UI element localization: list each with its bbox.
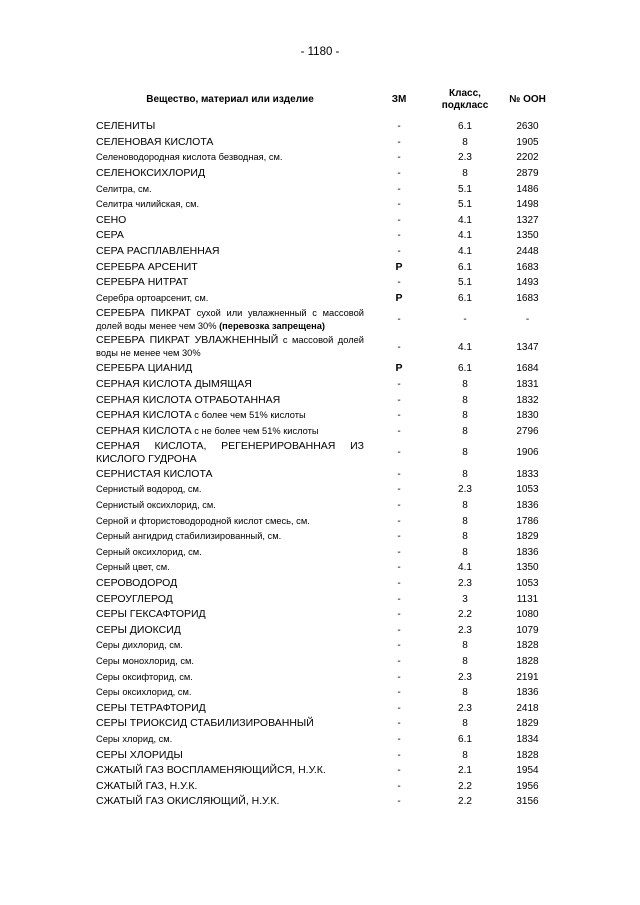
substance-name — [96, 291, 364, 307]
substance-name-main: СЕРНАЯ КИСЛОТА — [96, 409, 192, 422]
class-value: 8 — [462, 168, 468, 180]
zm-value: - — [397, 640, 401, 652]
class-value: 8 — [462, 136, 468, 148]
table-row — [96, 166, 559, 182]
class-value: 6.1 — [458, 733, 472, 745]
un-number-value: 2796 — [516, 425, 539, 437]
zm-value: - — [397, 394, 401, 406]
substance-name-text: Серный оксихлорид, см. — [96, 546, 202, 557]
substance-name-note: с массовой долей воды не менее чем 30% — [96, 335, 364, 359]
substance-name — [96, 213, 364, 229]
table-row — [96, 377, 559, 393]
zm-value: - — [397, 183, 401, 195]
zm-value: - — [397, 609, 401, 621]
table-row — [96, 467, 559, 483]
substance-name-text: СЕРА РАСПЛАВЛЕННАЯ — [96, 245, 220, 258]
zm-value: Р — [395, 291, 403, 304]
class-value: 2.2 — [458, 609, 472, 621]
substance-name — [96, 654, 364, 670]
table-row — [96, 498, 559, 514]
substance-name — [96, 591, 364, 607]
table-row — [96, 150, 559, 166]
substance-name-text: Серы дихлорид, см. — [96, 640, 183, 651]
table-row — [96, 747, 559, 763]
substance-name-text: СЕЛЕНИТЫ — [96, 120, 156, 133]
substance-name-text: СЕРЕБРА АРСЕНИТ — [96, 260, 198, 273]
class-value: 2.3 — [458, 671, 472, 683]
table-row — [96, 244, 559, 260]
class-value: 8 — [462, 410, 468, 422]
zm-value: - — [397, 246, 401, 258]
substance-name — [96, 408, 364, 424]
table-row — [96, 408, 559, 424]
un-number-value: 1831 — [516, 379, 539, 391]
substance-name-text: СЕРЫ ДИОКСИД — [96, 623, 181, 636]
un-number-value: 2879 — [516, 168, 539, 180]
un-number-value: 1786 — [516, 515, 539, 527]
table-row — [96, 392, 559, 408]
zm-value: - — [397, 425, 401, 437]
class-value: 8 — [462, 515, 468, 527]
class-value: 8 — [462, 531, 468, 543]
class-value: 4.1 — [458, 562, 472, 574]
class-value: 5.1 — [458, 199, 472, 211]
zm-value: - — [397, 136, 401, 148]
table-row — [96, 482, 559, 498]
substance-name-main: СЕРЕБРА ПИКРАТ УВЛАЖНЕННЫЙ — [96, 334, 279, 347]
table-row — [96, 334, 559, 362]
un-number-value: 1053 — [516, 578, 539, 590]
class-value: 8 — [462, 656, 468, 668]
substance-name — [96, 560, 364, 576]
zm-value: - — [397, 733, 401, 745]
zm-value: - — [397, 230, 401, 242]
zm-value: - — [397, 718, 401, 730]
substance-name-text: СЕРЕБРА ЦИАНИД — [96, 362, 193, 375]
class-value: 6.1 — [458, 261, 472, 273]
substance-name — [96, 778, 364, 794]
un-number-value: 2418 — [516, 702, 539, 714]
table-row — [96, 424, 559, 440]
un-number-value: 1830 — [516, 410, 539, 422]
class-value: 4.1 — [458, 214, 472, 226]
substance-name — [96, 306, 364, 334]
substance-name — [96, 181, 364, 197]
table-row — [96, 135, 559, 151]
substance-name-main: СЕРНАЯ КИСЛОТА, РЕГЕНЕРИРОВАННАЯ ИЗ КИСЛОГО ГУДРОНА — [96, 439, 364, 465]
substance-name — [96, 685, 364, 701]
table-row — [96, 259, 559, 275]
zm-value: - — [397, 214, 401, 226]
table-row — [96, 763, 559, 779]
substance-name-text: Селеноводородная кислота безводная, см. — [96, 152, 283, 163]
un-number-value: 1829 — [516, 531, 539, 543]
class-value: 8 — [462, 379, 468, 391]
substance-name — [96, 259, 364, 275]
substance-name-text: СЖАТЫЙ ГАЗ, Н.У.К. — [96, 779, 198, 792]
table-row — [96, 181, 559, 197]
substance-name — [96, 424, 364, 440]
table-row — [96, 591, 559, 607]
zm-value: - — [397, 593, 401, 605]
substance-name — [96, 732, 364, 748]
substance-name — [96, 482, 364, 498]
substance-name — [96, 228, 364, 244]
table-row — [96, 623, 559, 639]
substance-name-text: СЕРЫ ХЛОРИДЫ — [96, 748, 183, 761]
table-row — [96, 560, 559, 576]
substance-name-text: СЕРА — [96, 229, 124, 242]
un-number-value: 2191 — [516, 671, 539, 683]
table-row — [96, 228, 559, 244]
class-value: 8 — [462, 718, 468, 730]
substance-name-text: СЕРЫ ТРИОКСИД СТАБИЛИЗИРОВАННЫЙ — [96, 717, 314, 730]
substance-name — [96, 197, 364, 213]
un-number-value: 1350 — [516, 230, 539, 242]
un-number-value: 1833 — [516, 468, 539, 480]
substance-name-text: СЕРНАЯ КИСЛОТА ОТРАБОТАННАЯ — [96, 393, 281, 406]
un-number-value: 1683 — [516, 292, 539, 304]
class-value: 2.2 — [458, 796, 472, 808]
un-number-value: 1956 — [516, 780, 539, 792]
substance-name — [96, 439, 364, 467]
class-value: 8 — [462, 500, 468, 512]
un-number-value: 1683 — [516, 261, 539, 273]
table-row — [96, 794, 559, 810]
class-value: 6.1 — [458, 363, 472, 375]
un-number-value: 1493 — [516, 277, 539, 289]
substance-name-note: с не более чем 51% кислоты — [191, 425, 319, 436]
un-number-value: 1828 — [516, 749, 539, 761]
substance-name-text: СЕРЫ ГЕКСАФТОРИД — [96, 608, 206, 621]
class-value: 4.1 — [458, 230, 472, 242]
class-value: 8 — [462, 468, 468, 480]
substance-name-text: СЕРОВОДОРОД — [96, 577, 178, 590]
table-row — [96, 654, 559, 670]
un-number-value: 2202 — [516, 152, 539, 164]
substance-name — [96, 513, 364, 529]
un-number-value: 1905 — [516, 136, 539, 148]
substance-name-text: Серебра ортоарсенит, см. — [96, 292, 209, 303]
substance-name — [96, 467, 364, 483]
table-row — [96, 716, 559, 732]
class-value: 5.1 — [458, 277, 472, 289]
un-number-value: 1906 — [516, 447, 539, 459]
un-number-value: 1836 — [516, 500, 539, 512]
class-value: 8 — [462, 687, 468, 699]
substance-name-text: Селитра чилийская, см. — [96, 199, 200, 210]
zm-value: - — [397, 410, 401, 422]
zm-value: - — [397, 749, 401, 761]
class-value: 8 — [462, 640, 468, 652]
class-value: 6.1 — [458, 292, 472, 304]
un-number-value: - — [525, 314, 530, 326]
substance-name — [96, 623, 364, 639]
substance-name — [96, 545, 364, 561]
table-row — [96, 291, 559, 307]
substance-name — [96, 135, 364, 151]
substance-name-text: СЕНО — [96, 213, 127, 226]
substance-name — [96, 392, 364, 408]
zm-value: - — [397, 121, 401, 133]
table-row — [96, 701, 559, 717]
substance-name — [96, 334, 364, 362]
page-number: - 1180 - — [300, 46, 340, 58]
zm-value: - — [397, 702, 401, 714]
zm-value: - — [397, 447, 401, 459]
zm-value: - — [397, 624, 401, 636]
un-number-value: 1498 — [516, 199, 539, 211]
substance-name-note: сухой или увлажненный с массовой долей воды менее чем 30% — [96, 307, 364, 331]
table-row — [96, 607, 559, 623]
table-header-row — [96, 85, 559, 119]
zm-value: - — [397, 484, 401, 496]
class-value: 8 — [462, 447, 468, 459]
substance-name — [96, 701, 364, 717]
substance-name — [96, 716, 364, 732]
un-number-value: 1053 — [516, 484, 539, 496]
substance-name — [96, 763, 364, 779]
zm-value: - — [397, 168, 401, 180]
table-row — [96, 275, 559, 291]
un-number-value: 2630 — [516, 121, 539, 133]
class-value: 6.1 — [458, 121, 472, 133]
class-value: - — [463, 314, 467, 326]
class-value: 8 — [462, 749, 468, 761]
substance-name-text: Серной и фтористоводородной кислот смесь, см. — [96, 515, 310, 526]
substance-name — [96, 166, 364, 182]
table-row — [96, 638, 559, 654]
substance-name-text: Серный цвет, см. — [96, 562, 170, 573]
header-zm: ЗМ — [391, 94, 407, 105]
un-number-value: 1350 — [516, 562, 539, 574]
zm-value: - — [397, 671, 401, 683]
substance-name-text: СЕРНИСТАЯ КИСЛОТА — [96, 467, 213, 480]
table-row — [96, 513, 559, 529]
zm-value: - — [397, 468, 401, 480]
dangerous-goods-table — [96, 85, 559, 810]
un-number-value: 1828 — [516, 640, 539, 652]
zm-value: Р — [395, 260, 403, 273]
un-number-value: 1836 — [516, 687, 539, 699]
zm-value: - — [397, 656, 401, 668]
substance-name-text: СЕРНАЯ КИСЛОТА ДЫМЯЩАЯ — [96, 378, 252, 391]
un-number-value: 1347 — [516, 341, 539, 353]
table-row — [96, 197, 559, 213]
zm-value: - — [397, 277, 401, 289]
substance-name-text: Серы оксихлорид, см. — [96, 687, 192, 698]
table-row — [96, 119, 559, 135]
table-row — [96, 685, 559, 701]
substance-name-text: Селитра, см. — [96, 183, 152, 194]
class-value: 2.3 — [458, 578, 472, 590]
zm-value: - — [397, 765, 401, 777]
substance-name-text: СЕРОУГЛЕРОД — [96, 592, 173, 605]
un-number-value: 1131 — [516, 593, 539, 605]
substance-name — [96, 275, 364, 291]
class-value: 2.3 — [458, 702, 472, 714]
un-number-value: 1954 — [516, 765, 539, 777]
zm-value: - — [397, 531, 401, 543]
header-un-number: № ООН — [509, 94, 546, 105]
header-class-line2: подкласс — [441, 100, 489, 111]
un-number-value: 1832 — [516, 394, 539, 406]
un-number-value: 1829 — [516, 718, 539, 730]
substance-name-main: СЕРНАЯ КИСЛОТА — [96, 424, 192, 437]
substance-name — [96, 529, 364, 545]
class-value: 2.3 — [458, 484, 472, 496]
class-value: 2.1 — [458, 765, 472, 777]
header-class-line1: Класс, — [449, 88, 481, 99]
table-row — [96, 545, 559, 561]
substance-name-text: СЖАТЫЙ ГАЗ ВОСПЛАМЕНЯЮЩИЙСЯ, Н.У.К. — [96, 764, 326, 777]
substance-name — [96, 244, 364, 260]
substance-name-text: Серы хлорид, см. — [96, 733, 173, 744]
substance-name-text: СЕРЕБРА НИТРАТ — [96, 276, 189, 289]
table-row — [96, 439, 559, 467]
zm-value: - — [397, 314, 401, 326]
table-row — [96, 306, 559, 334]
un-number-value: 2448 — [516, 246, 539, 258]
substance-name — [96, 576, 364, 592]
table-row — [96, 529, 559, 545]
substance-name-warning: (перевозка запрещена) — [219, 320, 326, 331]
table-row — [96, 732, 559, 748]
un-number-value: 1080 — [516, 609, 539, 621]
un-number-value: 1684 — [516, 363, 539, 375]
zm-value: - — [397, 780, 401, 792]
zm-value: - — [397, 687, 401, 699]
class-value: 8 — [462, 425, 468, 437]
un-number-value: 1079 — [516, 624, 539, 636]
un-number-value: 1327 — [516, 214, 539, 226]
table-row — [96, 213, 559, 229]
header-class — [434, 85, 496, 119]
zm-value: - — [397, 152, 401, 164]
un-number-value: 1836 — [516, 546, 539, 558]
substance-name — [96, 119, 364, 135]
class-value: 4.1 — [458, 246, 472, 258]
un-number-value: 1828 — [516, 656, 539, 668]
substance-name — [96, 498, 364, 514]
zm-value: - — [397, 379, 401, 391]
zm-value: - — [397, 515, 401, 527]
substance-name — [96, 747, 364, 763]
header-substance: Вещество, материал или изделие — [146, 94, 314, 105]
substance-name-text: СЖАТЫЙ ГАЗ ОКИСЛЯЮЩИЙ, Н.У.К. — [96, 795, 280, 808]
substance-name-text: Серы монохлорид, см. — [96, 656, 195, 667]
class-value: 8 — [462, 394, 468, 406]
zm-value: - — [397, 796, 401, 808]
substance-name — [96, 361, 364, 377]
table-row — [96, 669, 559, 685]
un-number-value: 3156 — [516, 796, 539, 808]
zm-value: - — [397, 500, 401, 512]
class-value: 2.3 — [458, 152, 472, 164]
zm-value: - — [397, 341, 401, 353]
zm-value: Р — [395, 362, 403, 375]
substance-name-text: СЕЛЕНОКСИХЛОРИД — [96, 167, 206, 180]
substance-name — [96, 150, 364, 166]
un-number-value: 1486 — [516, 183, 539, 195]
substance-name-text: Серы оксифторид, см. — [96, 671, 193, 682]
class-value: 5.1 — [458, 183, 472, 195]
class-value: 4.1 — [458, 341, 472, 353]
substance-name-main: СЕРЕБРА ПИКРАТ — [96, 306, 191, 319]
substance-name — [96, 669, 364, 685]
un-number-value: 1834 — [516, 733, 539, 745]
substance-name — [96, 607, 364, 623]
zm-value: - — [397, 546, 401, 558]
substance-name-text: Сернистый оксихлорид, см. — [96, 500, 216, 511]
zm-value: - — [397, 562, 401, 574]
substance-name-note: с более чем 51% кислоты — [191, 410, 306, 421]
substance-name-text: Сернистый водород, см. — [96, 484, 202, 495]
zm-value: - — [397, 199, 401, 211]
class-value: 2.3 — [458, 624, 472, 636]
class-value: 8 — [462, 546, 468, 558]
substance-name-text: Серный ангидрид стабилизированный, см. — [96, 531, 282, 542]
substance-name-text: СЕРЫ ТЕТРАФТОРИД — [96, 701, 206, 714]
table-row — [96, 778, 559, 794]
substance-name-text: СЕЛЕНОВАЯ КИСЛОТА — [96, 135, 214, 148]
class-value: 3 — [462, 593, 468, 605]
substance-name — [96, 794, 364, 810]
substance-name — [96, 638, 364, 654]
table-row — [96, 361, 559, 377]
substance-name — [96, 377, 364, 393]
zm-value: - — [397, 578, 401, 590]
table-row — [96, 576, 559, 592]
class-value: 2.2 — [458, 780, 472, 792]
